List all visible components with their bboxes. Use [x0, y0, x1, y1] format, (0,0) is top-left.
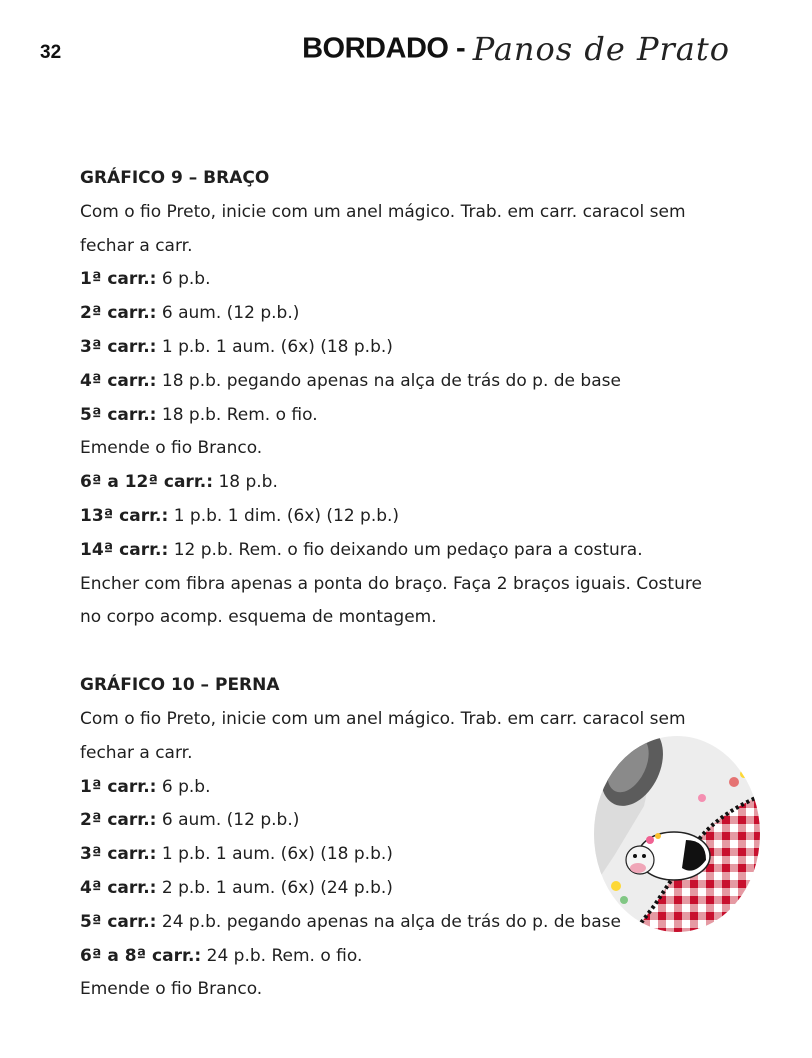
round-label: 13ª carr.:: [80, 505, 169, 526]
section-heading: GRÁFICO 9 – BRAÇO: [80, 168, 270, 188]
page-header: [302, 30, 730, 68]
round-label: 3ª carr.:: [80, 336, 157, 357]
round-text: 24 p.b. Rem. o fio.: [201, 945, 363, 966]
round-label: 5ª carr.:: [80, 911, 157, 932]
round-label: 1ª carr.:: [80, 269, 157, 290]
round-row: [80, 973, 740, 1007]
round-text: 2 p.b. 1 aum. (6x) (24 p.b.): [156, 877, 393, 898]
round-row: [80, 534, 740, 568]
round-text: 6 aum. (12 p.b.): [156, 810, 300, 831]
round-text: 6 p.b.: [156, 269, 211, 290]
round-row: [80, 331, 740, 365]
round-text: 18 p.b. Rem. o fio.: [156, 404, 318, 425]
round-label: 4ª carr.:: [80, 877, 157, 898]
round-row: [80, 297, 740, 331]
header-title-script: Panos de Prato: [472, 30, 730, 68]
intro-line: Com o fio Preto, inicie com um anel mágico. Trab. em carr. caracol sem: [80, 201, 686, 222]
round-row: [80, 500, 740, 534]
round-label: 14ª carr.:: [80, 539, 169, 560]
header-title-bold: BORDADO: [302, 32, 449, 65]
round-text: 12 p.b. Rem. o fio deixando um pedaço para a costura.: [168, 539, 643, 560]
intro-line: Com o fio Preto, inicie com um anel mágico. Trab. em carr. caracol sem: [80, 708, 686, 729]
round-text: 6 p.b.: [156, 776, 211, 797]
page-number: 32: [40, 42, 62, 63]
header-title-separator: -: [448, 32, 473, 65]
round-label: 2ª carr.:: [80, 303, 157, 324]
section-gap: [80, 635, 740, 669]
round-row: [80, 365, 740, 399]
round-text: 6 aum. (12 p.b.): [156, 303, 300, 324]
round-row: [80, 432, 740, 466]
round-row: [80, 466, 740, 500]
intro-line: fechar a carr.: [80, 235, 193, 256]
round-text: 1 p.b. 1 dim. (6x) (12 p.b.): [168, 505, 400, 526]
cow-dishtowel-photo: [594, 736, 760, 932]
round-label: 6ª a 12ª carr.:: [80, 472, 214, 493]
round-text: Emende o fio Branco.: [80, 979, 263, 1000]
round-label: 1ª carr.:: [80, 776, 157, 797]
round-text: Emende o fio Branco.: [80, 438, 263, 459]
round-label: 5ª carr.:: [80, 404, 157, 425]
round-label: 4ª carr.:: [80, 370, 157, 391]
intro-line: fechar a carr.: [80, 742, 193, 763]
closing-line: no corpo acomp. esquema de montagem.: [80, 607, 437, 628]
section-heading: GRÁFICO 10 – PERNA: [80, 675, 280, 696]
round-text: 18 p.b. pegando apenas na alça de trás do p. de base: [156, 370, 621, 391]
round-label: 3ª carr.:: [80, 844, 157, 865]
round-row: [80, 940, 740, 974]
round-text: 24 p.b. pegando apenas na alça de trás do p. de base: [156, 911, 621, 932]
round-label: 6ª a 8ª carr.:: [80, 945, 202, 966]
round-label: 2ª carr.:: [80, 810, 157, 831]
round-row: [80, 399, 740, 433]
round-text: 1 p.b. 1 aum. (6x) (18 p.b.): [156, 336, 393, 357]
closing-line: Encher com fibra apenas a ponta do braço. Faça 2 braços iguais. Costure: [80, 573, 702, 594]
round-text: 1 p.b. 1 aum. (6x) (18 p.b.): [156, 844, 393, 865]
round-text: 18 p.b.: [213, 472, 278, 493]
round-row: [80, 263, 740, 297]
